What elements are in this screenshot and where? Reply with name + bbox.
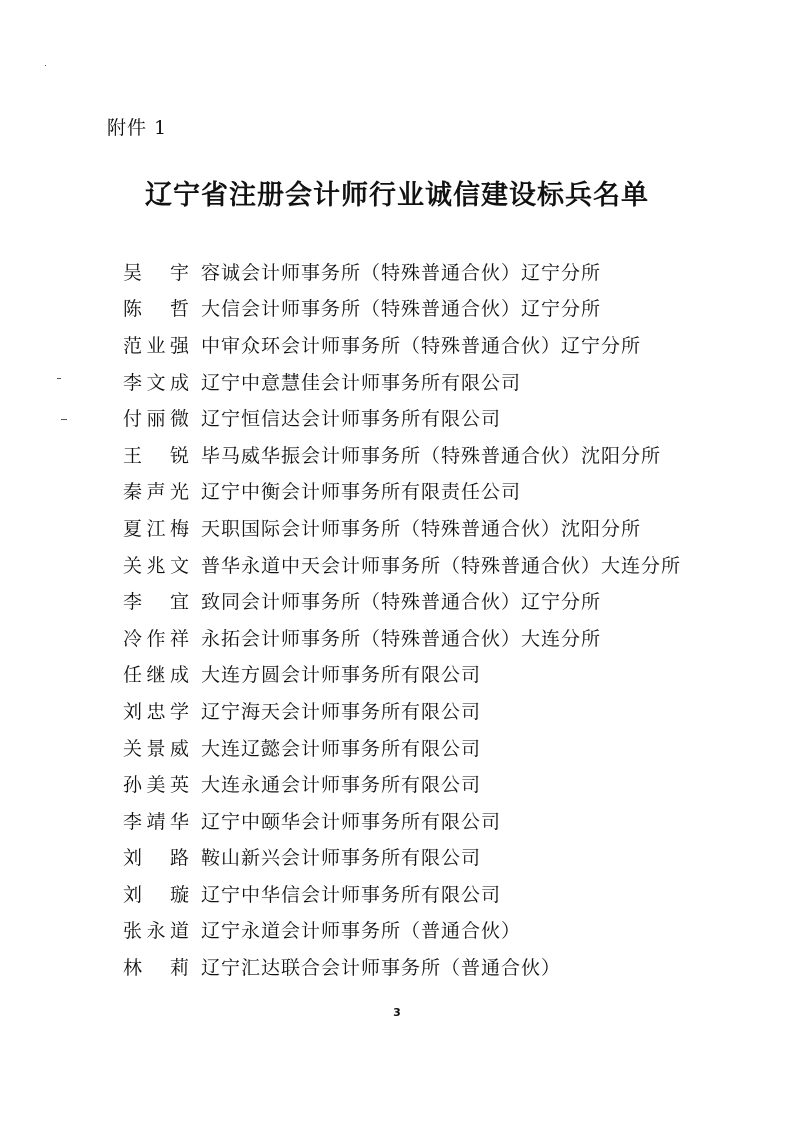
list-item [123,436,681,473]
scan-mark [45,65,46,66]
firm-name: 永拓会计师事务所（特殊普通合伙）大连分所 [201,627,602,650]
firm-name: 毕马威华振会计师事务所（特殊普通合伙）沈阳分所 [201,444,662,467]
list-item [123,729,681,766]
list-item [123,326,681,363]
honoree-name: 张永道 [123,920,189,943]
list-item [123,875,681,912]
list-item [123,802,681,839]
firm-name: 辽宁汇达联合会计师事务所（普通合伙） [201,957,562,980]
list-item [123,912,681,949]
list-item [123,948,681,985]
page-number: 3 [393,1006,401,1019]
firm-name: 大连方圆会计师事务所有限公司 [201,664,482,687]
honoree-name: 关兆文 [123,554,189,577]
honoree-name: 付丽微 [123,408,189,431]
firm-name: 普华永道中天会计师事务所（特殊普通合伙）大连分所 [201,554,682,577]
honoree-name: 夏江梅 [123,517,189,540]
honoree-name: 李靖华 [123,810,189,833]
honoree-name: 刘忠学 [123,700,189,723]
firm-name: 辽宁海天会计师事务所有限公司 [201,700,482,723]
list-item [123,290,681,327]
firm-name: 辽宁中颐华会计师事务所有限公司 [201,810,502,833]
list-item [123,473,681,510]
honoree-name: 陈哲 [123,298,189,321]
attachment-label: 附件 1 [107,117,168,139]
list-item [123,839,681,876]
list-item [123,656,681,693]
firm-name: 大连永通会计师事务所有限公司 [201,774,482,797]
honoree-list [123,253,681,985]
firm-name: 辽宁中衡会计师事务所有限责任公司 [201,481,522,504]
honoree-name: 刘璇 [123,883,189,906]
list-item [123,546,681,583]
list-item [123,765,681,802]
honoree-name: 李宜 [123,591,189,614]
list-item [123,509,681,546]
firm-name: 辽宁中意慧佳会计师事务所有限公司 [201,371,522,394]
honoree-name: 关景威 [123,737,189,760]
scan-mark [61,419,67,420]
list-item [123,399,681,436]
list-item [123,582,681,619]
honoree-name: 冷作祥 [123,627,189,650]
firm-name: 辽宁永道会计师事务所（普通合伙） [201,920,522,943]
honoree-name: 林莉 [123,957,189,980]
list-item [123,363,681,400]
firm-name: 容诚会计师事务所（特殊普通合伙）辽宁分所 [201,261,602,284]
honoree-name: 刘路 [123,847,189,870]
firm-name: 大信会计师事务所（特殊普通合伙）辽宁分所 [201,298,602,321]
firm-name: 天职国际会计师事务所（特殊普通合伙）沈阳分所 [201,517,642,540]
honoree-name: 范业强 [123,334,189,357]
document-title: 辽宁省注册会计师行业诚信建设标兵名单 [145,180,649,211]
firm-name: 大连辽懿会计师事务所有限公司 [201,737,482,760]
honoree-name: 王锐 [123,444,189,467]
list-item [123,253,681,290]
firm-name: 致同会计师事务所（特殊普通合伙）辽宁分所 [201,591,602,614]
honoree-name: 孙美英 [123,774,189,797]
list-item [123,692,681,729]
firm-name: 辽宁中华信会计师事务所有限公司 [201,883,502,906]
firm-name: 鞍山新兴会计师事务所有限公司 [201,847,482,870]
list-item [123,619,681,656]
honoree-name: 吴宇 [123,261,189,284]
firm-name: 辽宁恒信达会计师事务所有限公司 [201,408,502,431]
honoree-name: 李文成 [123,371,189,394]
honoree-name: 秦声光 [123,481,189,504]
firm-name: 中审众环会计师事务所（特殊普通合伙）辽宁分所 [201,334,642,357]
scan-mark [57,378,61,379]
honoree-name: 任继成 [123,664,189,687]
